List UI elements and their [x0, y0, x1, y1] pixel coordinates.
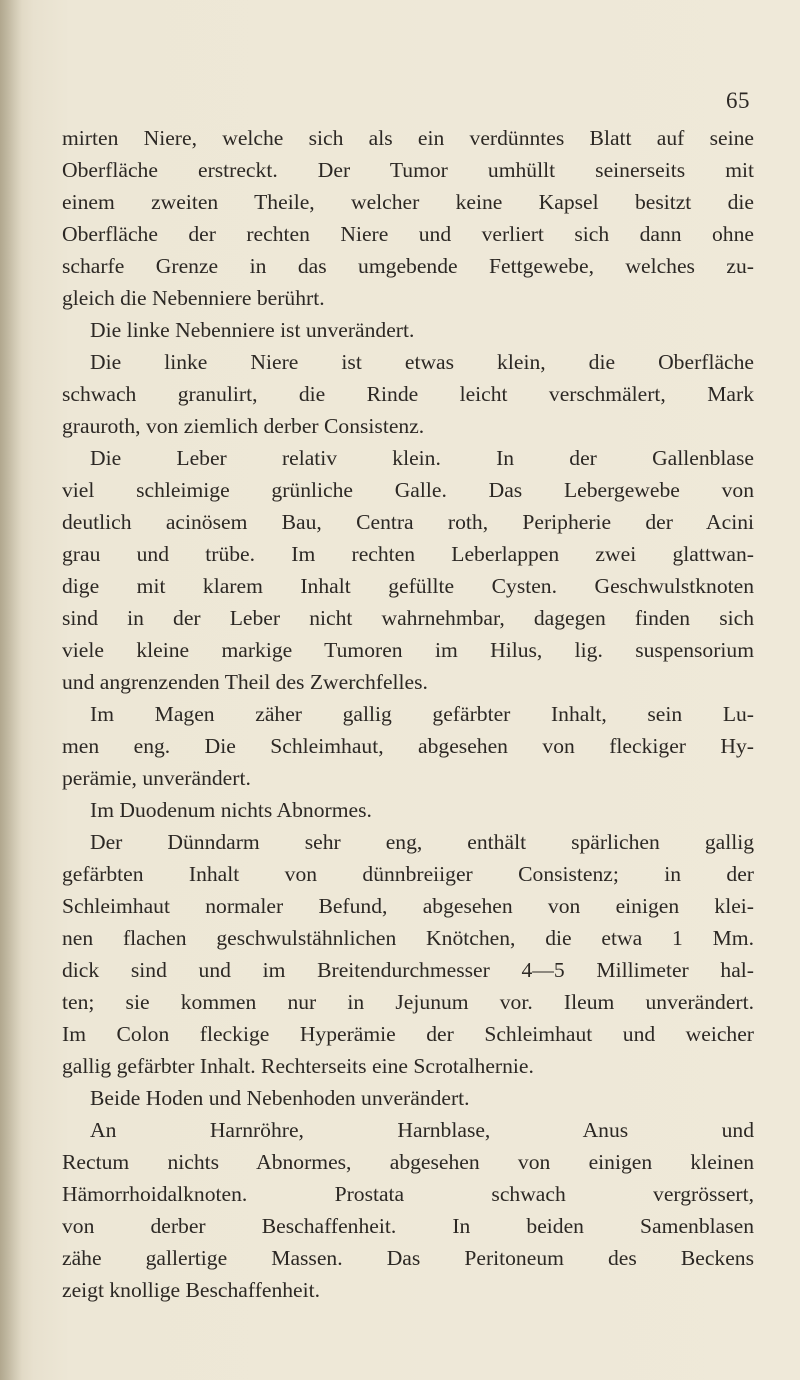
text-line: Rectum nichts Abnormes, abgesehen von einigen kleinen	[62, 1150, 754, 1174]
text-line: sind in der Leber nicht wahrnehmbar, dagegen finden sich	[62, 606, 754, 630]
text-line: Der Dünndarm sehr eng, enthält spärlichen gallig	[90, 830, 754, 854]
text-line: Oberfläche der rechten Niere und verliert sich dann ohne	[62, 222, 754, 246]
text-line: Schleimhaut normaler Befund, abgesehen von einigen klei-	[62, 894, 754, 918]
text-line: gefärbten Inhalt von dünnbreiiger Consistenz; in der	[62, 862, 754, 886]
body-text	[62, 122, 754, 1306]
text-line: zähe gallertige Massen. Das Peritoneum des Beckens	[62, 1246, 754, 1270]
text-line: viele kleine markige Tumoren im Hilus, lig. suspensorium	[62, 638, 754, 662]
text-line: dige mit klarem Inhalt gefüllte Cysten. Geschwulstknoten	[62, 574, 754, 598]
text-line: viel schleimige grünliche Galle. Das Lebergewebe von	[62, 478, 754, 502]
text-line: Im Duodenum nichts Abnormes.	[90, 798, 372, 822]
text-line: und angrenzenden Theil des Zwerchfelles.	[62, 670, 428, 694]
text-line: Die Leber relativ klein. In der Gallenblase	[90, 446, 754, 470]
text-line: Im Magen zäher gallig gefärbter Inhalt, sein Lu-	[90, 702, 754, 726]
text-line: Die linke Nebenniere ist unverändert.	[90, 318, 415, 342]
page-number: 65	[726, 88, 750, 113]
text-line: scharfe Grenze in das umgebende Fettgewebe, welches zu-	[62, 254, 754, 278]
text-line: schwach granulirt, die Rinde leicht verschmälert, Mark	[62, 382, 754, 406]
text-line: ten; sie kommen nur in Jejunum vor. Ileum unverändert.	[62, 990, 754, 1014]
text-line: Die linke Niere ist etwas klein, die Oberfläche	[90, 350, 754, 374]
text-line: grauroth, von ziemlich derber Consistenz.	[62, 414, 425, 438]
text-line: Im Colon fleckige Hyperämie der Schleimhaut und weicher	[62, 1022, 754, 1046]
text-line: zeigt knollige Beschaffenheit.	[62, 1278, 321, 1302]
text-line: Hämorrhoidalknoten. Prostata schwach vergrössert,	[62, 1182, 754, 1206]
spine-shadow	[0, 0, 22, 1380]
text-line: von derber Beschaffenheit. In beiden Samenblasen	[62, 1214, 754, 1238]
text-line: gleich die Nebenniere berührt.	[62, 286, 325, 310]
text-line: nen flachen geschwulstähnlichen Knötchen, die etwa 1 Mm.	[62, 926, 754, 950]
text-line: dick sind und im Breitendurchmesser 4—5 Millimeter hal-	[62, 958, 754, 982]
text-line: mirten Niere, welche sich als ein verdünntes Blatt auf seine	[62, 126, 754, 150]
text-line: men eng. Die Schleimhaut, abgesehen von fleckiger Hy-	[62, 734, 754, 758]
text-line: grau und trübe. Im rechten Leberlappen zwei glattwan-	[62, 542, 754, 566]
text-line: einem zweiten Theile, welcher keine Kapsel besitzt die	[62, 190, 754, 214]
text-line: deutlich acinösem Bau, Centra roth, Peripherie der Acini	[62, 510, 754, 534]
text-line: perämie, unverändert.	[62, 766, 251, 790]
text-line: An Harnröhre, Harnblase, Anus und	[90, 1118, 754, 1142]
text-line: Oberfläche erstreckt. Der Tumor umhüllt seinerseits mit	[62, 158, 754, 182]
text-line: Beide Hoden und Nebenhoden unverändert.	[90, 1086, 470, 1110]
text-line: gallig gefärbter Inhalt. Rechterseits eine Scrotalhernie.	[62, 1054, 534, 1078]
